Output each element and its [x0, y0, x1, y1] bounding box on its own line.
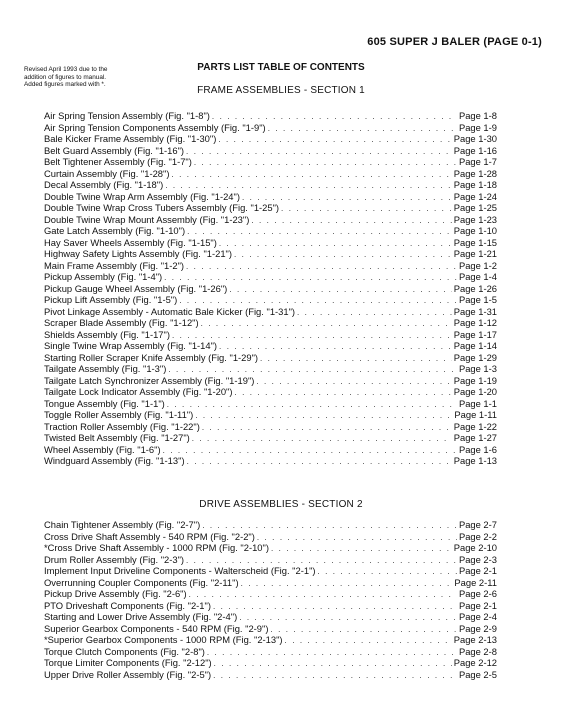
toc-entry: [44, 202, 497, 214]
dot-leader: [187, 226, 452, 238]
toc-entry-title: Torque Limiter Components (Fig. "2-12"): [44, 657, 212, 668]
dot-leader: [270, 624, 456, 636]
toc-entry-title: Bale Kicker Frame Assembly (Fig. "1-30"): [44, 133, 217, 144]
toc-entry: [44, 168, 497, 180]
toc-entry: [44, 340, 497, 352]
dot-leader: [186, 261, 457, 273]
toc-entry: [44, 542, 497, 554]
toc-entry: [44, 179, 497, 191]
dot-leader: [201, 318, 452, 330]
toc-entry: [44, 409, 497, 421]
toc-entry-title: Windguard Assembly (Fig. "1-13"): [44, 455, 185, 466]
section-1-list: [44, 110, 497, 467]
toc-entry: [44, 623, 497, 635]
toc-entry-title: Implement Input Driveline Components - Walterscheid (Fig. "2-1"): [44, 565, 316, 576]
toc-entry-page: Page 1-14: [453, 340, 497, 351]
toc-entry-page: Page 2-3: [458, 553, 497, 565]
section-2-list: [44, 519, 497, 680]
section-2-title: DRIVE ASSEMBLIES - SECTION 2: [199, 499, 363, 510]
toc-entry-title: Traction Roller Assembly (Fig. "1-22"): [44, 420, 200, 432]
toc-entry: [44, 588, 497, 600]
toc-entry-page: Page 2-5: [458, 668, 497, 680]
dot-leader: [268, 123, 457, 135]
toc-entry-title: Scraper Blade Assembly (Fig. "1-12"): [44, 317, 199, 328]
toc-entry-title: Toggle Roller Assembly (Fig. "1-11"): [44, 409, 194, 420]
dot-leader: [187, 456, 452, 468]
toc-entry-page: Page 2-8: [458, 645, 497, 657]
toc-entry-title: Curtain Assembly (Fig. "1-28"): [44, 167, 170, 179]
section-1-title: FRAME ASSEMBLIES - SECTION 1: [197, 85, 365, 96]
toc-entry-title: Double Twine Wrap Cross Tubers Assembly (Fig. "1-25"): [44, 202, 280, 213]
toc-entry: [44, 554, 497, 566]
toc-entry-title: Tailgate Latch Synchronizer Assembly (Fig. "1-19"): [44, 374, 255, 386]
toc-entry-page: Page 1-17: [453, 328, 497, 340]
toc-entry-page: Page 1-21: [453, 248, 497, 259]
dot-leader: [271, 543, 452, 555]
toc-entry: [44, 133, 497, 145]
toc-entry-page: Page 1-22: [453, 420, 497, 432]
toc-entry-title: Shields Assembly (Fig. "1-17"): [44, 328, 170, 340]
toc-entry-page: Page 1-30: [453, 133, 497, 144]
toc-entry-page: Page 1-12: [453, 317, 497, 328]
toc-entry-title: Starting Roller Scraper Knife Assembly (Fig. "1-29"): [44, 351, 259, 363]
toc-entry-page: Page 1-29: [453, 351, 497, 363]
toc-entry: [44, 225, 497, 237]
toc-entry-title: Pickup Gauge Wheel Assembly (Fig. "1-26"): [44, 282, 228, 294]
toc-entry-page: Page 1-10: [453, 225, 497, 236]
dot-leader: [297, 307, 452, 319]
dot-leader: [189, 589, 457, 601]
toc-entry: [44, 237, 497, 249]
toc-entry: [44, 283, 497, 295]
dot-leader: [234, 249, 452, 261]
revision-note-line: Added figures marked with *.: [24, 81, 106, 89]
toc-entry-title: Upper Drive Roller Assembly (Fig. "2-5"): [44, 668, 212, 680]
toc-entry-title: Pickup Drive Assembly (Fig. "2-6"): [44, 588, 187, 599]
toc-entry: [44, 421, 497, 433]
toc-entry: [44, 669, 497, 681]
toc-entry-page: Page 2-2: [458, 530, 497, 542]
toc-entry-title: Double Twine Wrap Mount Assembly (Fig. "1-23"): [44, 213, 250, 225]
toc-entry-title: Chain Tightener Assembly (Fig. "2-7"): [44, 519, 201, 530]
toc-entry: [44, 352, 497, 364]
dot-leader: [235, 387, 452, 399]
dot-leader: [167, 399, 457, 411]
toc-entry-title: Main Frame Assembly (Fig. "1-2"): [44, 259, 185, 271]
revision-note-line: Revised April 1993 due to the: [24, 66, 108, 73]
toc-entry: [44, 271, 497, 283]
toc-entry-page: Page 1-4: [458, 271, 497, 282]
toc-entry-title: *Cross Drive Shaft Assembly - 1000 RPM (Fig. "2-10"): [44, 542, 269, 553]
toc-entry: [44, 145, 497, 157]
toc-entry-title: Cross Drive Shaft Assembly - 540 RPM (Fig. "2-2"): [44, 530, 255, 542]
toc-entry: [44, 329, 497, 341]
toc-entry-title: Tailgate Lock Indicator Assembly (Fig. "1-20"): [44, 386, 233, 397]
toc-entry-page: Page 2-4: [458, 611, 497, 622]
toc-entry-title: Pickup Assembly (Fig. "1-4"): [44, 271, 163, 282]
toc-entry-page: Page 2-10: [453, 542, 497, 553]
toc-entry-page: Page 1-6: [458, 443, 497, 455]
toc-entry-page: Page 1-5: [458, 294, 497, 305]
dot-leader: [318, 566, 457, 578]
toc-entry: [44, 363, 497, 375]
dot-leader: [186, 146, 452, 158]
toc-entry-page: Page 1-26: [453, 282, 497, 294]
toc-entry-page: Page 1-11: [454, 409, 497, 420]
toc-entry: [44, 646, 497, 658]
toc-entry-page: Page 1-1: [458, 397, 497, 409]
toc-entry-title: Pickup Lift Assembly (Fig. "1-5"): [44, 294, 178, 305]
dot-leader: [257, 532, 457, 544]
toc-entry-title: Torque Clutch Components (Fig. "2-8"): [44, 645, 205, 657]
toc-entry: [44, 398, 497, 410]
toc-entry-page: Page 2-13: [453, 634, 497, 645]
toc-entry: [44, 306, 497, 318]
toc-entry-page: Page 1-27: [453, 432, 497, 443]
dot-leader: [218, 134, 451, 146]
toc-entry-page: Page 1-24: [453, 190, 497, 202]
toc-entry-page: Page 1-7: [458, 156, 497, 167]
dot-leader: [213, 670, 457, 682]
toc-entry-page: Page 1-9: [458, 121, 497, 133]
dot-leader: [285, 635, 452, 647]
dot-leader: [256, 376, 451, 388]
dot-leader: [251, 215, 451, 227]
toc-entry-page: Page 1-19: [453, 374, 497, 386]
toc-entry-page: Page 1-25: [453, 202, 497, 213]
toc-entry: [44, 444, 497, 456]
dot-leader: [163, 445, 457, 457]
toc-entry-page: Page 1-13: [453, 455, 497, 466]
toc-entry: [44, 122, 497, 134]
toc-entry: [44, 248, 497, 260]
dot-leader: [229, 284, 451, 296]
toc-entry-title: Double Twine Wrap Arm Assembly (Fig. "1-24"): [44, 190, 240, 202]
dot-leader: [202, 422, 452, 434]
toc-entry-page: Page 1-16: [453, 144, 497, 156]
toc-entry: [44, 519, 497, 531]
toc-entry-page: Page 2-12: [453, 657, 497, 668]
dot-leader: [192, 433, 452, 445]
toc-entry-title: Starting and Lower Drive Assembly (Fig. "2-4"): [44, 611, 238, 622]
toc-entry-page: Page 1-28: [453, 167, 497, 179]
toc-entry-page: Page 2-7: [458, 519, 497, 530]
toc-entry: [44, 375, 497, 387]
toc-entry-title: PTO Driveshaft Components (Fig. "2-1"): [44, 599, 211, 611]
toc-entry-title: *Superior Gearbox Components - 1000 RPM (Fig. "2-13"): [44, 634, 283, 645]
toc-entry-page: Page 2-1: [458, 599, 497, 611]
dot-leader: [219, 238, 452, 250]
toc-entry-title: Wheel Assembly (Fig. "1-6"): [44, 443, 161, 455]
toc-entry: [44, 531, 497, 543]
dot-leader: [195, 410, 452, 422]
toc-entry: [44, 432, 497, 444]
toc-entry: [44, 317, 497, 329]
toc-entry: [44, 214, 497, 226]
revision-note-line: addition of figures to manual.: [24, 73, 107, 81]
toc-entry: [44, 110, 497, 122]
toc-entry: [44, 191, 497, 203]
toc-entry-page: Page 2-6: [458, 588, 497, 599]
toc-entry-page: Page 1-20: [453, 386, 497, 397]
toc-entry: [44, 156, 497, 168]
toc-entry-title: Belt Guard Assembly (Fig. "1-16"): [44, 144, 185, 156]
dot-leader: [213, 601, 457, 613]
toc-entry-page: Page 1-23: [453, 213, 497, 225]
toc-entry-title: Decal Assembly (Fig. "1-18"): [44, 179, 164, 190]
toc-entry-title: Hay Saver Wheels Assembly (Fig. "1-15"): [44, 236, 217, 248]
toc-entry-page: Page 1-31: [453, 305, 497, 317]
toc-title: PARTS LIST TABLE OF CONTENTS: [197, 62, 365, 73]
toc-entry-title: Belt Tightener Assembly (Fig. "1-7"): [44, 156, 192, 167]
toc-entry-title: Highway Safety Lights Assembly (Fig. "1-21"): [44, 248, 232, 259]
toc-entry: [44, 611, 497, 623]
dot-leader: [239, 612, 457, 624]
toc-entry-title: Twisted Belt Assembly (Fig. "1-27"): [44, 432, 190, 443]
toc-entry-page: Page 1-3: [458, 363, 497, 374]
toc-entry: [44, 565, 497, 577]
dot-leader: [207, 647, 457, 659]
toc-entry-page: Page 2-1: [458, 565, 497, 576]
toc-entry-title: Single Twine Wrap Assembly (Fig. "1-14"): [44, 340, 218, 351]
toc-entry-title: Gate Latch Assembly (Fig. "1-10"): [44, 225, 186, 236]
toc-entry-page: Page 1-15: [453, 236, 497, 248]
toc-entry-title: Superior Gearbox Components - 540 RPM (Fig. "2-9"): [44, 622, 269, 634]
toc-entry-page: Page 2-9: [458, 622, 497, 634]
toc-entry: [44, 294, 497, 306]
toc-entry-page: Page 1-8: [458, 110, 497, 121]
dot-leader: [171, 169, 451, 181]
toc-entry-title: Tongue Assembly (Fig. "1-1"): [44, 397, 165, 409]
dot-leader: [260, 353, 452, 365]
toc-entry-title: Air Spring Tension Components Assembly (Fig. "1-9"): [44, 121, 266, 133]
toc-entry: [44, 657, 497, 669]
toc-entry-page: Page 1-18: [453, 179, 497, 190]
dot-leader: [281, 203, 452, 215]
toc-entry: [44, 455, 497, 467]
toc-entry-page: Page 1-2: [458, 259, 497, 271]
toc-entry-page: Page 2-11: [454, 576, 497, 588]
toc-entry-title: Tailgate Assembly (Fig. "1-3"): [44, 363, 167, 374]
toc-entry: [44, 386, 497, 398]
dot-leader: [194, 157, 457, 169]
toc-entry: [44, 260, 497, 272]
page-header: 605 SUPER J BALER (PAGE 0-1): [367, 36, 542, 48]
toc-entry: [44, 600, 497, 612]
toc-entry-title: Pivot Linkage Assembly - Automatic Bale Kicker (Fig. "1-31"): [44, 305, 296, 317]
toc-entry-title: Overrunning Coupler Components (Fig. "2-11"): [44, 576, 239, 588]
toc-entry: [44, 634, 497, 646]
toc-entry-title: Drum Roller Assembly (Fig. "2-3"): [44, 553, 185, 565]
dot-leader: [241, 578, 453, 590]
toc-entry: [44, 577, 497, 589]
dot-leader: [214, 658, 452, 670]
toc-entry-title: Air Spring Tension Assembly (Fig. "1-8"): [44, 110, 210, 121]
